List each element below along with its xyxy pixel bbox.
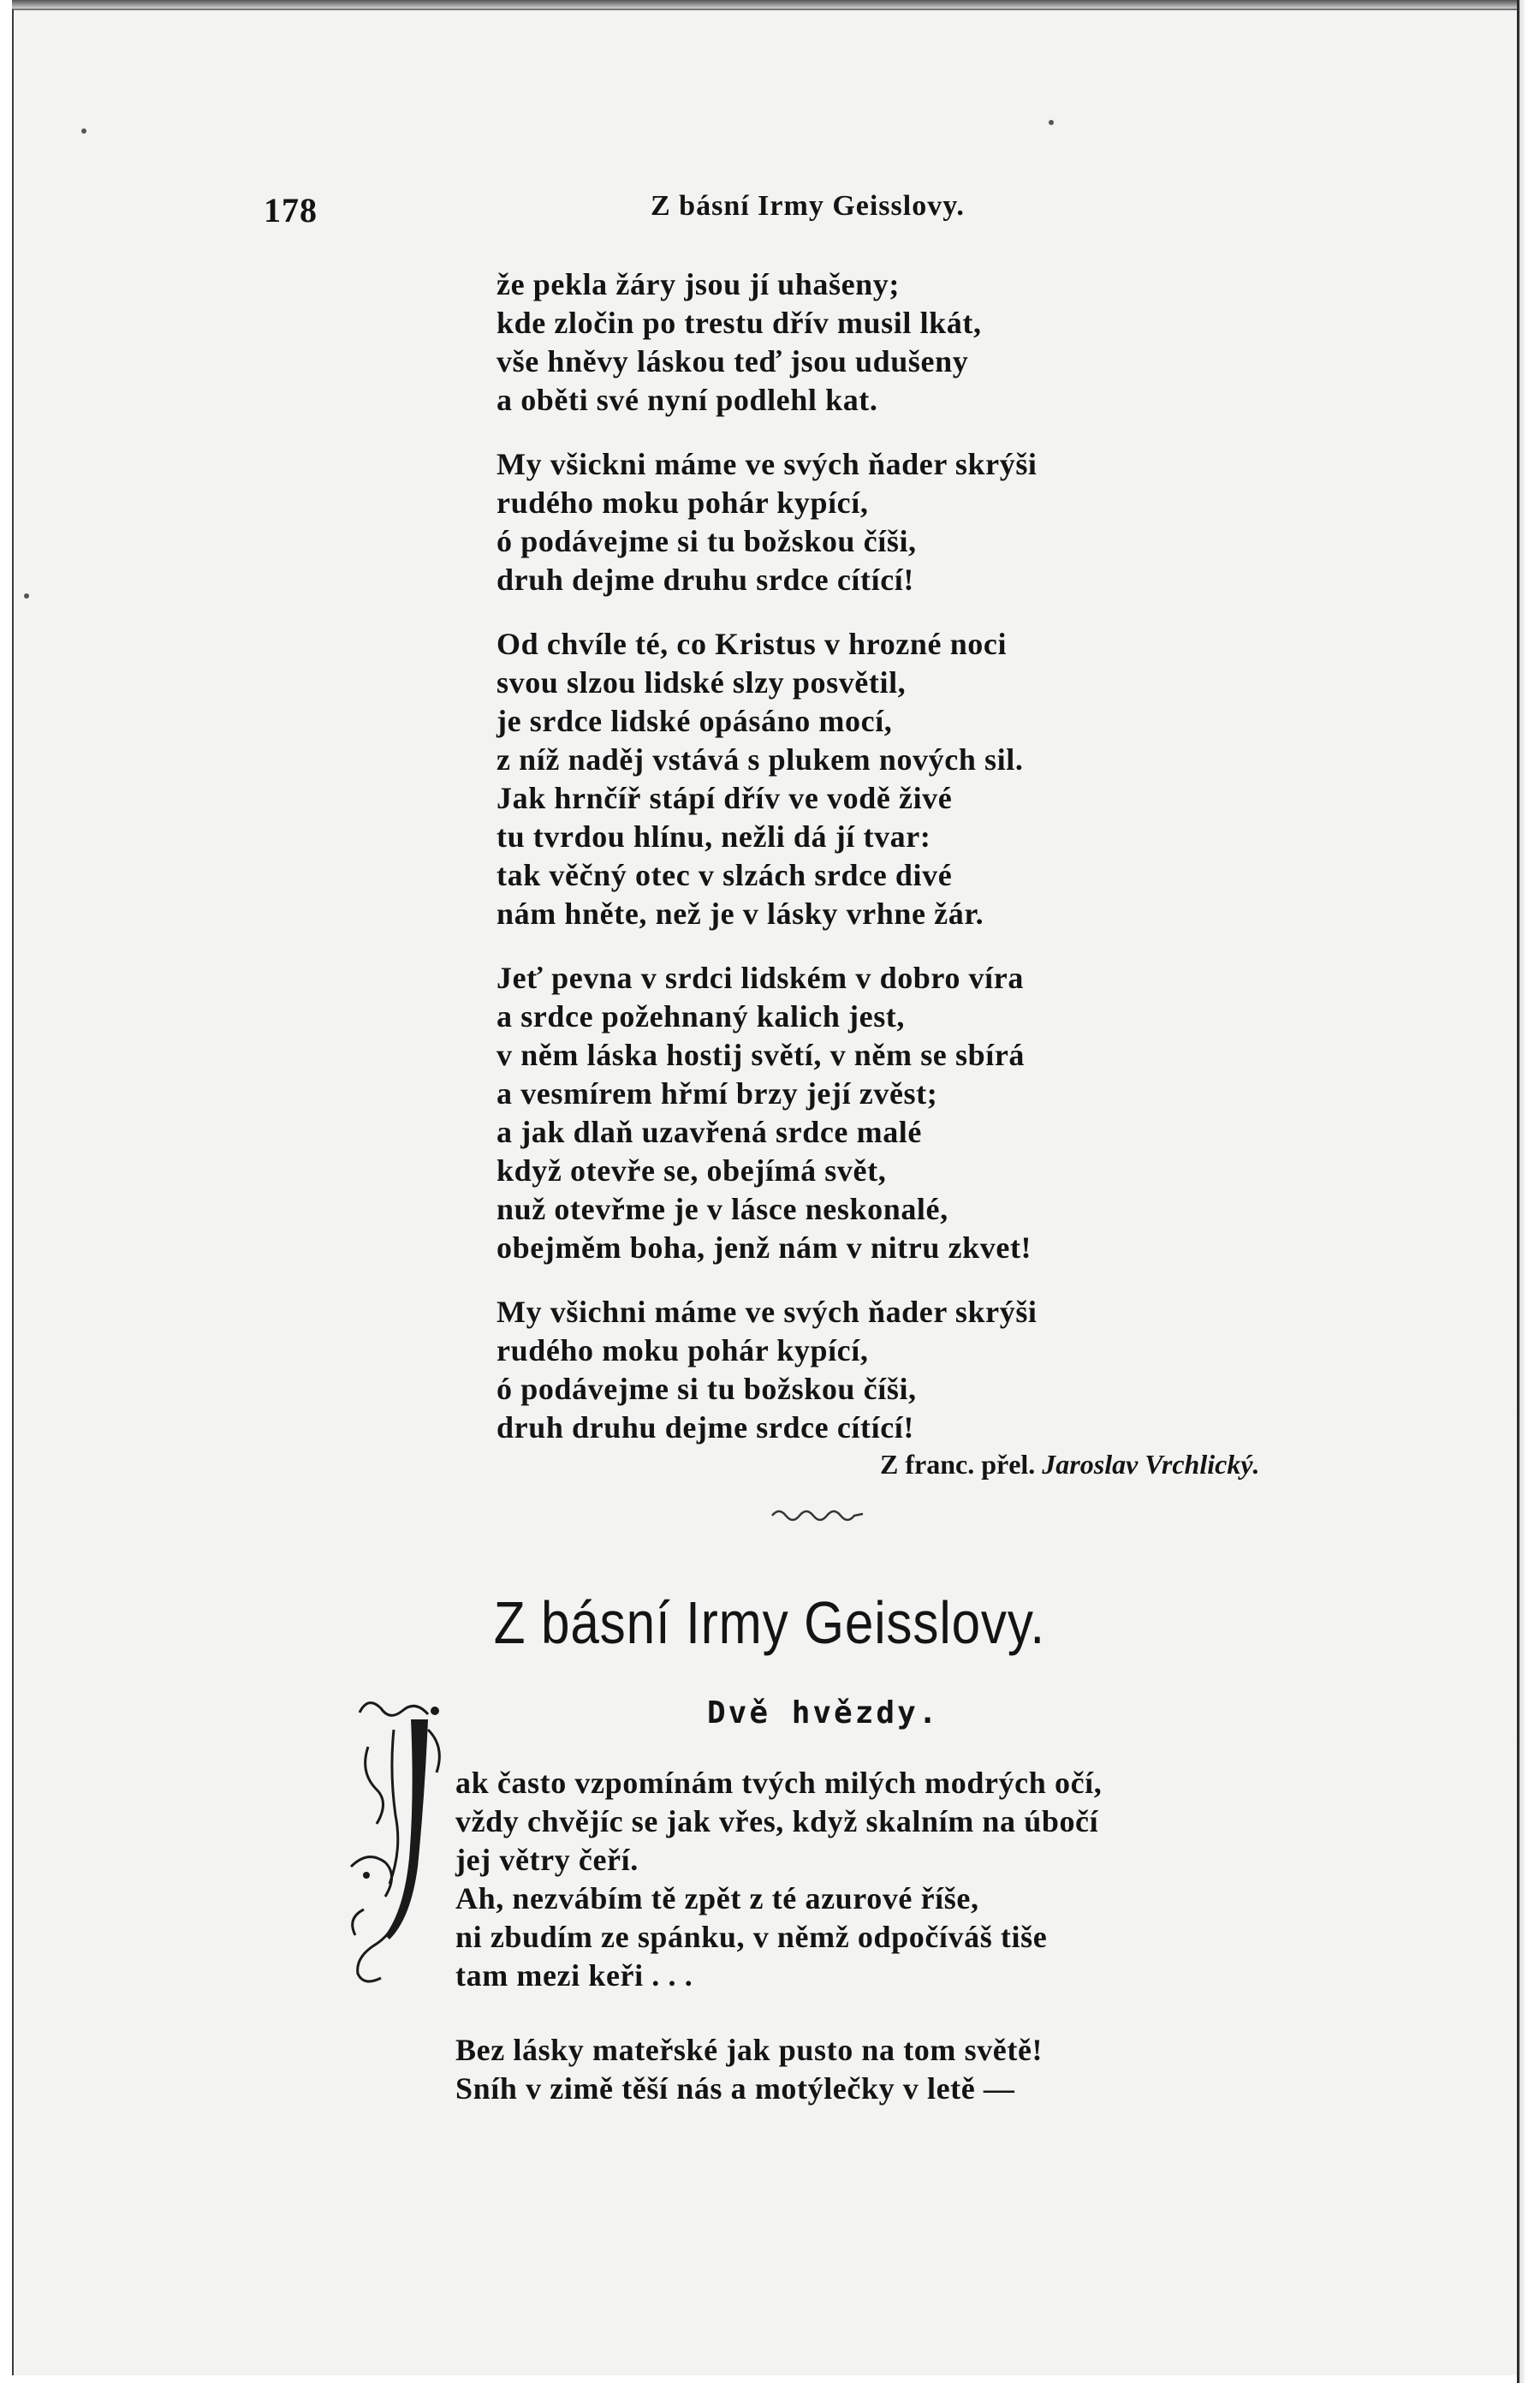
verse-line: a srdce požehnaný kalich jest, (496, 999, 905, 1034)
verse-line: druh dejme druhu srdce cítící! (496, 563, 914, 597)
verse-line: ni zbudím ze spánku, v němž odpočíváš tiše (455, 1920, 1048, 1954)
section-title: Z básní Irmy Geisslovy. (493, 1589, 1045, 1656)
verse-line: Sníh v zimě těší nás a motýlečky v letě — (455, 2071, 1015, 2106)
scan-speck (1049, 120, 1054, 125)
stanza (496, 959, 1038, 1267)
verse-line: že pekla žáry jsou jí uhašeny; (496, 267, 900, 301)
verse-line: a jak dlaň uzavřená srdce malé (496, 1115, 922, 1149)
verse-line: jej větry čeří. (455, 1843, 639, 1877)
scan-top-edge (12, 0, 1517, 9)
running-head-title: Z básní Irmy Geisslovy. (651, 190, 965, 222)
credit-author: Jaroslav Vrchlický. (1042, 1449, 1260, 1480)
ornamental-dropcap-j-icon (342, 1695, 462, 1987)
stanza (496, 625, 1038, 933)
poem-dve-hvezdy (455, 1764, 1102, 2144)
verse-line: a oběti své nyní podlehl kat. (496, 383, 878, 417)
verse-line: když otevře se, obejímá svět, (496, 1153, 887, 1188)
verse-line: kde zločin po trestu dřív musil lkát, (496, 306, 982, 340)
verse-line: obejměm boha, jenž nám v nitru zkvet! (496, 1230, 1032, 1265)
scan-speck (24, 593, 29, 599)
verse-line: a vesmírem hřmí brzy její zvěst; (496, 1076, 938, 1111)
verse-line: tak věčný otec v slzách srdce divé (496, 858, 953, 892)
verse-line: z níž naděj vstává s plukem nových sil. (496, 742, 1024, 777)
stanza (496, 265, 1038, 420)
stanza (496, 445, 1038, 599)
verse-line: tu tvrdou hlínu, nežli dá jí tvar: (496, 819, 931, 854)
verse-line: nám hněte, než je v lásky vrhne žár. (496, 897, 984, 931)
verse-line: rudého moku pohár kypící, (496, 1333, 869, 1367)
poem-translation (496, 265, 1038, 1473)
scan-right-edge (1517, 0, 1540, 2383)
verse-line: ó podávejme si tu božskou číši, (496, 524, 917, 558)
stanza (455, 2031, 1102, 2108)
translator-credit (880, 1449, 1260, 1480)
verse-line: rudého moku pohár kypící, (496, 486, 869, 520)
verse-line: tam mezi keři . . . (455, 1958, 693, 1993)
wave-ornament-icon (770, 1505, 865, 1522)
verse-line: v něm láska hostij světí, v něm se sbírá (496, 1038, 1025, 1072)
stanza (496, 1293, 1038, 1447)
page-number: 178 (264, 191, 318, 229)
verse-line: je srdce lidské opásáno mocí, (496, 704, 893, 738)
scan-speck (81, 128, 86, 134)
credit-prefix: Z franc. přel. (880, 1449, 1036, 1480)
verse-line: ak často vzpomínám tvých milých modrých očí, (455, 1766, 1103, 1800)
stanza (455, 1764, 1102, 1995)
verse-line: Bez lásky mateřské jak pusto na tom světě! (455, 2033, 1044, 2067)
poem-title: Dvě hvězdy. (707, 1695, 940, 1731)
verse-line: My všichni máme ve svých ňader skrýši (496, 1295, 1038, 1329)
verse-line: svou slzou lidské slzy posvětil, (496, 665, 907, 700)
verse-line: Od chvíle té, co Kristus v hrozné noci (496, 627, 1008, 661)
verse-line: Jak hrnčíř stápí dřív ve vodě živé (496, 781, 953, 815)
verse-line: My všickni máme ve svých ňader skrýši (496, 447, 1038, 481)
verse-line: Jeť pevna v srdci lidském v dobro víra (496, 961, 1024, 995)
verse-line: Ah, nezvábím tě zpět z té azurové říše, (455, 1881, 979, 1915)
verse-line: vždy chvějíc se jak vřes, když skalním na úbočí (455, 1804, 1099, 1838)
verse-line: ó podávejme si tu božskou číši, (496, 1372, 917, 1406)
verse-line: druh druhu dejme srdce cítící! (496, 1410, 914, 1445)
verse-line: nuž otevřme je v lásce neskonalé, (496, 1192, 948, 1226)
verse-line: vše hněvy láskou teď jsou udušeny (496, 344, 969, 378)
